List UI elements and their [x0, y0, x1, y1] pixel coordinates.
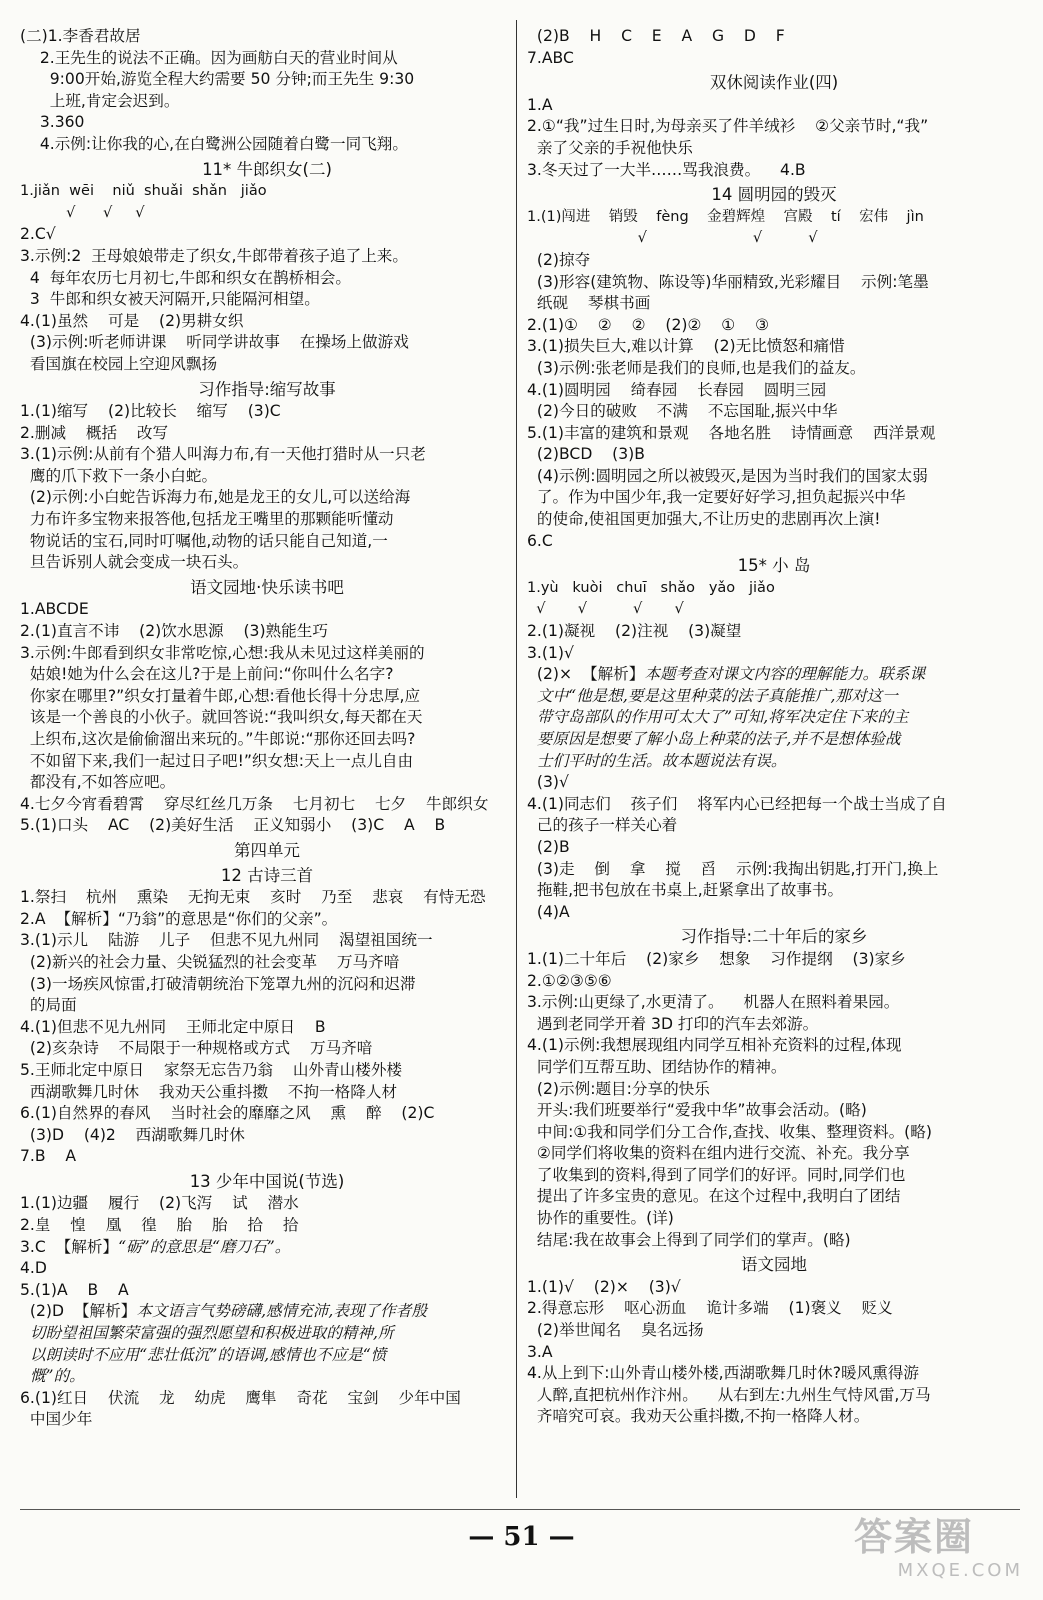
- analysis-label: (2)× 【解析】: [527, 665, 645, 684]
- answer-line: (4)A: [527, 902, 570, 921]
- answer-line: 3.(1)示例:从前有个猎人叫海力布,有一天他打猎时从一只老: [20, 445, 426, 464]
- answer-line: 西湖歌舞几时休 我劝天公重抖擞 不拘一格降人材: [20, 1082, 398, 1101]
- section-heading: 15* 小 岛: [737, 556, 811, 576]
- answer-line: 1.ABCDE: [20, 600, 89, 619]
- answer-line: 3.(1)示儿 陆游 儿子 但悲不见九州同 渴望祖国统一: [20, 931, 433, 950]
- answer-line: 该是一个善良的小伙子。就回答说:“我叫织女,每天都在天: [20, 708, 423, 727]
- section-heading: 语文园地·快乐读书吧: [190, 577, 344, 597]
- watermark-text: 答案圈: [854, 1515, 975, 1559]
- watermark-url: MXQE.COM: [897, 1560, 1023, 1581]
- answer-line: 3.360: [20, 113, 85, 132]
- answer-line: 上班,肯定会迟到。: [20, 91, 180, 110]
- answer-line: (2)新兴的社会力量、尖锐猛烈的社会变革 万马齐喑: [20, 952, 400, 971]
- analysis-label: [527, 752, 537, 770]
- answer-line: 物说话的宝石,同时叮嘱他,动物的话只能自己知道,一: [20, 531, 388, 550]
- answer-line: 3.(1)损失巨大,难以计算 (2)无比愤怒和痛惜: [527, 337, 845, 356]
- answer-line: 你家在哪里?”织女打量着牛郎,心想:看他长得十分忠厚,应: [20, 686, 421, 705]
- answer-line: 4.(1)圆明园 绮春园 长春园 圆明三园: [527, 380, 827, 399]
- analysis-text: 慨”的。: [29, 1367, 85, 1386]
- answer-line: 2.A 【解析】“乃翁”的意思是“你们的父亲”。: [20, 909, 338, 928]
- answer-line: 3.示例:山更绿了,水更清了。 机器人在照料着果园。: [527, 993, 900, 1012]
- answer-line: 3.(1)√: [527, 643, 574, 662]
- analysis-text: 文中“他是想,要是这里种菜的法子真能推广,那对这一: [536, 686, 898, 705]
- answer-line: 看国旗在校园上空迎风飘扬: [20, 354, 218, 373]
- analysis-line: [20, 1366, 514, 1388]
- answer-line: 4.(1)同志们 孩子们 将军内心已经把每一个战士当成了自: [527, 794, 947, 813]
- answer-line: 6.(1)自然界的春风 当时社会的靡靡之风 熏 醉 (2)C: [20, 1104, 435, 1123]
- section-heading: 14 圆明园的毁灭: [711, 185, 837, 205]
- watermark-logo: [854, 1514, 1029, 1596]
- answer-line: 3.示例:牛郎看到织女非常吃惊,心想:我从未见过这样美丽的: [20, 643, 425, 662]
- section-heading: 11* 牛郎织女(二): [202, 159, 332, 179]
- answer-line: 2.王先生的说法不正确。因为画舫白天的营业时间从: [20, 48, 398, 67]
- analysis-label: [20, 1367, 30, 1385]
- pinyin-line: 1.(1)闯进 销毁 fèng 金碧辉煌 宫殿 tí 宏伟 jìn: [527, 208, 924, 225]
- answer-line: (2)今日的破败 不满 不忘国耻,振兴中华: [527, 402, 838, 421]
- answer-line: 鹰的爪下救下一条小白蛇。: [20, 466, 218, 485]
- answer-line: 1.(1)√ (2)× (3)√: [527, 1277, 681, 1296]
- answer-line: 4 每年农历七月初七,牛郎和织女在鹊桥相会。: [20, 268, 351, 287]
- answer-line: 了。作为中国少年,我一定要好好学习,担负起振兴中华: [527, 488, 906, 507]
- section-heading: 习作指导:缩写故事: [198, 379, 336, 399]
- answer-line: (3)形容(建筑物、陈设等)华丽精致,光彩耀目 示例:笔墨: [527, 272, 929, 291]
- answer-line: 旦告诉别人就会变成一块石头。: [20, 553, 249, 572]
- analysis-label: [527, 687, 537, 705]
- answer-line: 5.(1)A B A: [20, 1280, 129, 1299]
- answer-line: (3)示例:张老师是我们的良师,也是我们的益友。: [527, 358, 866, 377]
- analysis-text: 要原因是想要了解小岛上种菜的法子,并不是想体验战: [536, 730, 901, 748]
- answer-line: 2.(1)凝视 (2)注视 (3)凝望: [527, 622, 742, 641]
- answer-line: 4.D: [20, 1259, 47, 1278]
- answer-line: 6.C: [527, 531, 553, 550]
- analysis-text: 士们平时的生活。故本题说法有误。: [536, 751, 787, 770]
- answer-line: 姑娘!她为什么会在这儿?于是上前问:“你叫什么名字?: [20, 665, 394, 684]
- answer-line: 提出了许多宝贵的意见。在这个过程中,我明白了团结: [527, 1187, 901, 1206]
- section-heading: 双休阅读作业(四): [709, 73, 839, 93]
- analysis-line: [527, 751, 1021, 773]
- answer-line: (2)B: [527, 837, 570, 856]
- pinyin-line: √ √ √: [20, 204, 145, 221]
- answer-line: 4.示例:让你我的心,在白鹭洲公园随着白鹭一同飞翔。: [20, 134, 408, 153]
- pinyin-line: 1.yù kuòi chuī shǎo yǎo jiǎo: [527, 579, 775, 596]
- answer-line: 同学们互帮互助、团结协作的精神。: [527, 1057, 787, 1076]
- answer-line: (二)1.李香君故居: [20, 27, 141, 45]
- analysis-label: (2)D 【解析】: [20, 1302, 137, 1321]
- analysis-text: 切盼望祖国繁荣富强的强烈愿望和积极进取的精神,所: [29, 1324, 394, 1343]
- analysis-label: [527, 708, 537, 726]
- answer-line: 2.得意忘形 呕心沥血 诡计多端 (1)褒义 贬义: [527, 1299, 893, 1318]
- section-heading: 第四单元: [234, 840, 300, 860]
- column-divider: [516, 20, 517, 1498]
- analysis-text: “砺”的意思是“磨刀石”。: [118, 1237, 291, 1256]
- analysis-text: 带守岛部队的作用可太大了”可知,将军决定住下来的主: [536, 708, 909, 727]
- answer-line: 2.①②③⑤⑥: [527, 971, 612, 990]
- pinyin-line: 1.jiǎn wēi niǔ shuǎi shǎn jiǎo: [20, 183, 267, 200]
- answer-line: (3)√: [527, 773, 569, 792]
- answer-line: 5.(1)丰富的建筑和景观 各地名胜 诗情画意 西洋景观: [527, 423, 936, 442]
- answer-line: (4)示例:圆明园之所以被毁灭,是因为当时我们的国家太弱: [527, 466, 928, 485]
- analysis-line: [20, 1237, 514, 1259]
- answer-line: (2)示例:题目:分享的快乐: [527, 1079, 710, 1098]
- analysis-line: [20, 1323, 514, 1345]
- answer-line: 4.七夕今宵看碧霄 穿尽红丝几万条 七月初七 七夕 牛郎织女: [20, 794, 489, 813]
- answer-line: 9:00开始,游览全程大约需要 50 分钟;而王先生 9:30: [20, 70, 415, 89]
- answer-line: 1.(1)边疆 履行 (2)飞泻 试 潜水: [20, 1194, 299, 1213]
- answer-line: 7.ABC: [527, 48, 574, 67]
- answer-line: 遇到老同学开着 3D 打印的汽车去郊游。: [527, 1014, 819, 1033]
- answer-line: 齐喑究可哀。我劝天公重抖擞,不拘一格降人材。: [527, 1407, 870, 1426]
- analysis-line: [20, 1345, 514, 1367]
- answer-line: 己的孩子一样关心着: [527, 816, 678, 835]
- answer-line: 拖鞋,把书包放在书桌上,赶紧拿出了故事书。: [527, 881, 844, 900]
- answer-line: (3)D (4)2 西湖歌舞几时休: [20, 1125, 245, 1144]
- answer-line: 协作的重要性。(详): [527, 1209, 674, 1228]
- answer-line: (2)B H C E A G D F: [527, 27, 785, 45]
- analysis-line: [527, 729, 1021, 751]
- answer-line: 4.(1)示例:我想展现组内同学互相补充资料的过程,体现: [527, 1036, 902, 1055]
- footer-rule: [20, 1509, 1020, 1510]
- answer-line: 6.(1)红日 伏流 龙 幼虎 鹰隼 奇花 宝剑 少年中国: [20, 1388, 461, 1407]
- answer-line: 2.C√: [20, 225, 56, 244]
- answer-line: (3)走 倒 拿 搅 舀 示例:我掏出钥匙,打开门,换上: [527, 859, 939, 878]
- answer-line: 中国少年: [20, 1410, 93, 1429]
- answer-line: 2.①“我”过生日时,为母亲买了件羊绒衫 ②父亲节时,“我”: [527, 117, 929, 136]
- answer-line: 1.(1)二十年后 (2)家乡 想象 习作提纲 (3)家乡: [527, 949, 906, 968]
- answer-line: 2.(1)直言不讳 (2)饮水思源 (3)熟能生巧: [20, 622, 328, 641]
- answer-line: 5.王师北定中原日 家祭无忘告乃翁 山外青山楼外楼: [20, 1060, 403, 1079]
- answer-line: (2)示例:小白蛇告诉海力布,她是龙王的女儿,可以送给海: [20, 488, 411, 507]
- answer-line: 人醉,直把杭州作汴州。 从右到左:九州生气恃风雷,万马: [527, 1385, 931, 1404]
- answer-line: 2.(1)① ② ② (2)② ① ③: [527, 315, 770, 334]
- answer-line: 4.从上到下:山外青山楼外楼,西湖歌舞几时休?暖风熏得游: [527, 1364, 920, 1383]
- answer-line: 结尾:我在故事会上得到了同学们的掌声。(略): [527, 1230, 851, 1249]
- answer-line: 2.删减 概括 改写: [20, 423, 169, 442]
- answer-line: (3)一场疾风惊雷,打破清朝统治下笼罩九州的沉闷和迟滞: [20, 974, 416, 993]
- analysis-line: [527, 686, 1021, 708]
- analysis-text: 以朗读时不应用“悲壮低沉”的语调,感情也不应是“愤: [29, 1345, 387, 1364]
- answer-line: (2)举世闻名 臭名远扬: [527, 1321, 704, 1340]
- answer-line: 上织布,这次是偷偷溜出来玩的。”牛郎说:“那你还回去吗?: [20, 730, 416, 748]
- answer-line: 1.祭扫 杭州 熏染 无拘无束 亥时 乃至 悲哀 有恃无恐: [20, 888, 486, 907]
- section-heading: 13 少年中国说(节选): [189, 1171, 345, 1191]
- answer-line: 的局面: [20, 996, 77, 1015]
- section-heading: 12 古诗三首: [220, 865, 314, 885]
- answer-line: (2)亥杂诗 不局限于一种规格或方式 万马齐喑: [20, 1039, 373, 1058]
- section-heading: 语文园地: [741, 1255, 807, 1275]
- answer-line: ②同学们将收集的资料在组内进行交流、补充。我分享: [527, 1144, 910, 1163]
- analysis-text: 本文语言气势磅礴,感情充沛,表现了作者殷: [136, 1302, 427, 1321]
- answer-line: 不如留下来,我们一起过日子吧!”织女想:天上一点儿自由: [20, 751, 414, 770]
- answer-line: 3.示例:2 王母娘娘带走了织女,牛郎带着孩子追了上来。: [20, 246, 408, 265]
- answer-line: 1.A: [527, 95, 553, 114]
- answer-line: (3)示例:听老师讲课 听同学讲故事 在操场上做游戏: [20, 333, 409, 352]
- answer-line: 了收集到的资料,得到了同学们的好评。同时,同学们也: [527, 1165, 906, 1184]
- analysis-line: [20, 1301, 514, 1323]
- answer-line: 5.(1)口头 AC (2)美好生活 正义知弱小 (3)C A B: [20, 816, 446, 835]
- answer-line: 4.(1)但悲不见九州同 王师北定中原日 B: [20, 1017, 326, 1036]
- analysis-label: [20, 1346, 30, 1364]
- answer-line: 纸砚 琴棋书画: [527, 294, 651, 313]
- answer-line: (2)掠夺: [527, 250, 591, 269]
- analysis-label: 3.C 【解析】: [20, 1237, 119, 1256]
- left-column: [20, 26, 514, 1431]
- answer-line: 力布许多宝物来报答他,包括龙王嘴里的那颗能听懂动: [20, 510, 394, 529]
- answer-line: 的使命,使祖国更加强大,不让历史的悲剧再次上演!: [527, 510, 881, 529]
- answer-line: 4.(1)虽然 可是 (2)男耕女织: [20, 311, 244, 330]
- answer-line: 7.B A: [20, 1147, 77, 1166]
- answer-line: 3 牛郎和织女被天河隔开,只能隔河相望。: [20, 290, 320, 309]
- pinyin-line: √ √ √ √: [527, 601, 684, 618]
- analysis-line: [527, 664, 1021, 686]
- right-column: [527, 26, 1021, 1428]
- answer-line: 2.皇 惶 凰 徨 胎 胎 拾 拾: [20, 1216, 299, 1235]
- answer-line: 3.冬天过了一大半……骂我浪费。 4.B: [527, 160, 806, 179]
- answer-line: 开头:我们班要举行“爱我中华”故事会活动。(略): [527, 1101, 867, 1120]
- page-number: — 51 —: [468, 1522, 575, 1552]
- answer-line: 3.A: [527, 1342, 553, 1361]
- answer-line: 1.(1)缩写 (2)比较长 缩写 (3)C: [20, 402, 281, 421]
- analysis-label: [527, 730, 537, 748]
- section-heading: 习作指导:二十年后的家乡: [680, 927, 868, 947]
- analysis-line: [527, 707, 1021, 729]
- answer-line: 都没有,不如答应吧。: [20, 773, 176, 792]
- answer-line: (2)BCD (3)B: [527, 445, 645, 464]
- analysis-text: 本题考查对课文内容的理解能力。联系课: [644, 665, 926, 684]
- answer-line: 中间:①我和同学们分工合作,查找、收集、整理资料。(略): [527, 1122, 932, 1141]
- pinyin-line: √ √ √: [527, 230, 818, 247]
- answer-line: 亲了父亲的手祝他快乐: [527, 138, 693, 157]
- analysis-label: [20, 1324, 30, 1342]
